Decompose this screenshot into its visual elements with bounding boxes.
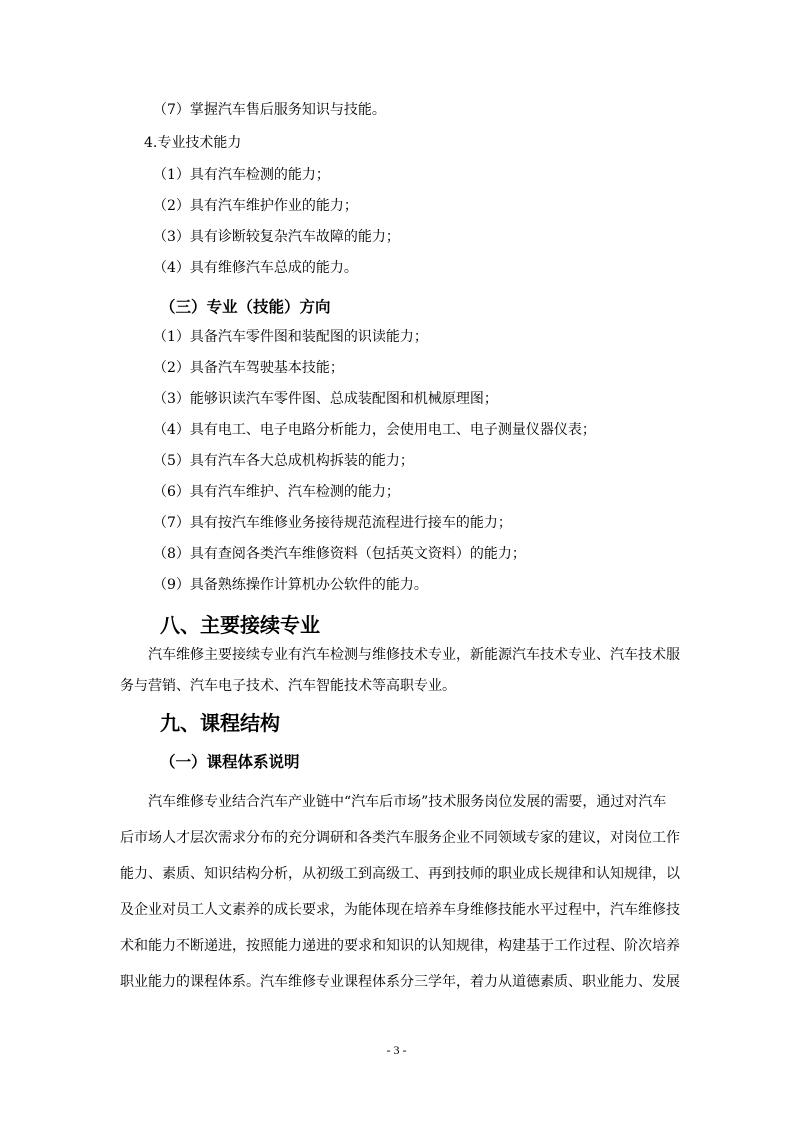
list-item: （1）具备汽车零件图和装配图的识读能力； <box>153 329 428 345</box>
paragraph-line: 及企业对员工人文素养的成长要求，为能体现在培养车身维修技能水平过程中，汽车维修技 <box>120 902 680 918</box>
list-item: （4）具有维修汽车总成的能力。 <box>153 260 358 276</box>
list-item: （1）具有汽车检测的能力； <box>153 167 330 183</box>
paragraph-line: 术和能力不断递进，按照能力递进的要求和知识的认知规律，构建基于工作过程、阶次培养 <box>120 938 680 954</box>
paragraph-line: 务与营销、汽车电子技术、汽车智能技术等高职专业。 <box>120 678 456 694</box>
section-title: （三）专业（技能）方向 <box>160 298 331 316</box>
subheading-professional-ability: 4.专业技术能力 <box>144 135 242 151</box>
list-item: （5）具有汽车各大总成机构拆装的能力； <box>153 453 414 469</box>
list-item: （2）具有汽车维护作业的能力； <box>153 198 358 214</box>
list-item: （2）具备汽车驾驶基本技能； <box>153 360 344 376</box>
list-item: （3）能够识读汽车零件图、总成装配图和机械原理图； <box>153 391 498 407</box>
chapter-title: 九、课程结构 <box>160 711 280 735</box>
list-item: （7）掌握汽车售后服务知识与技能。 <box>153 102 386 118</box>
list-item: （7）具有按汽车维修业务接待规范流程进行接车的能力； <box>153 515 512 531</box>
section-title: （一）课程体系说明 <box>160 753 300 771</box>
list-item: （3）具有诊断较复杂汽车故障的能力； <box>153 229 400 245</box>
chapter-title: 八、主要接续专业 <box>160 613 320 637</box>
list-item: （4）具有电工、电子电路分析能力，会使用电工、电子测量仪器仪表； <box>153 422 596 438</box>
paragraph-line: 后市场人才层次需求分布的充分调研和各类汽车服务企业不同领域专家的建议，对岗位工作 <box>120 830 680 846</box>
list-item: （8）具有查阅各类汽车维修资料（包括英文资料）的能力； <box>153 546 526 562</box>
list-item: （6）具有汽车维护、汽车检测的能力； <box>153 484 400 500</box>
paragraph-line: 汽车维修主要接续专业有汽车检测与维修技术专业，新能源汽车技术专业、汽车技术服 <box>148 647 680 663</box>
paragraph-line: 汽车维修专业结合汽车产业链中“汽车后市场”技术服务岗位发展的需要，通过对汽车 <box>148 794 667 810</box>
page-number: - 3 - <box>386 1043 407 1057</box>
paragraph-line: 职业能力的课程体系。汽车维修专业课程体系分三学年，着力从道德素质、职业能力、发展 <box>120 974 680 990</box>
paragraph-line: 能力、素质、知识结构分析，从初级工到高级工、再到技师的职业成长规律和认知规律，以 <box>120 866 680 882</box>
list-item: （9）具备熟练操作计算机办公软件的能力。 <box>153 577 428 593</box>
